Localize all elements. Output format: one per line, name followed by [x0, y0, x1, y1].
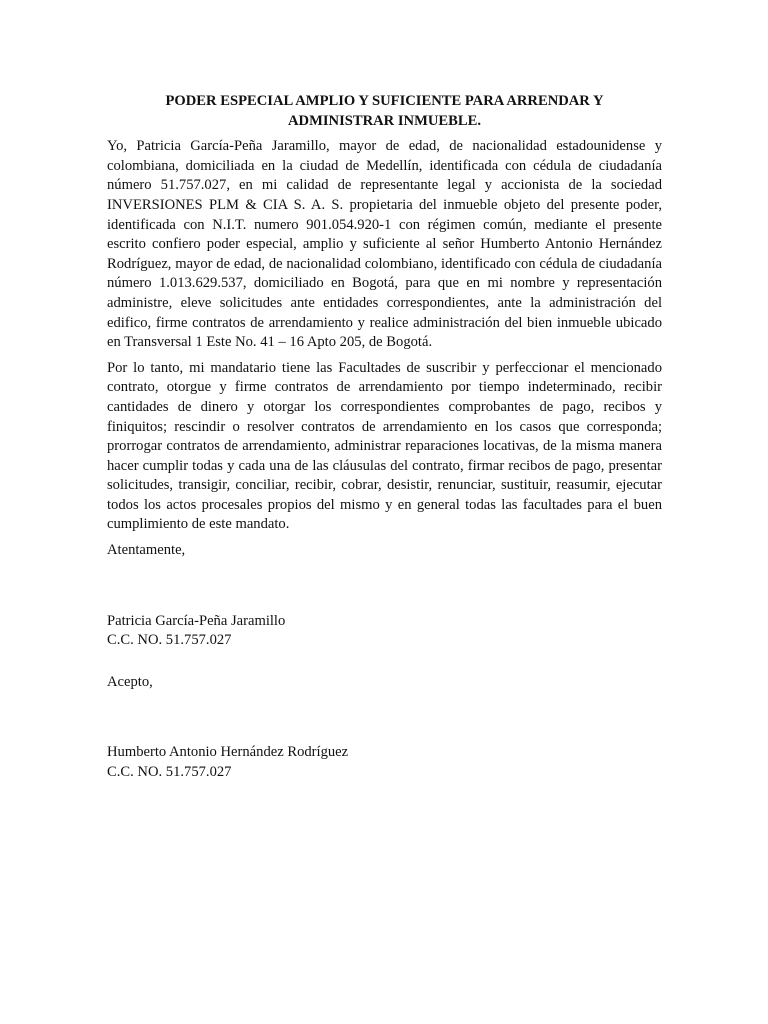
document-title: PODER ESPECIAL AMPLIO Y SUFICIENTE PARA ARRENDAR Y ADMINISTRAR INMUEBLE. [165, 93, 604, 129]
signer-id: C.C. NO. 51.757.027 [107, 632, 232, 649]
acceptor-block [107, 743, 662, 782]
closing-salutation: Atentamente, [107, 542, 186, 559]
paragraph-powers: Por lo tanto, mi mandatario tiene las Facultades de suscribir y perfeccionar el mencionado contrato, otorgue y firme contratos de arrendamiento por tiempo indeterminado, recibir cantidades de dinero y otorgar los correspondientes comprobantes de pago, recibos y finiquitos; rescindir o resolver contratos de arrendamiento en los casos que corresponda; prorrogar contratos de arrendamiento, administrar reparaciones locativas, de la misma manera hacer cumplir todas y cada una de las cláusulas del contrato, firmar recibos de pago, presentar solicitudes, transigir, conciliar, recibir, cobrar, desistir, renunciar, sustituir, reasumir, ejecutar todos los actos procesales propios del mismo y en general todas las facultades para el buen cumplimiento de este mandato. [107, 359, 662, 533]
acceptor-name: Humberto Antonio Hernández Rodríguez [107, 744, 349, 761]
signer-name: Patricia García-Peña Jaramillo [107, 612, 286, 629]
accept-label: Acepto, [107, 673, 153, 690]
document-body [107, 92, 662, 783]
paragraph-grant: Yo, Patricia García-Peña Jaramillo, mayor de edad, de nacionalidad estadounidense y colombiana, domiciliada en la ciudad de Medellín, identificada con cédula de ciudadanía número 51.757.027, en mi calidad de representante legal y accionista de la sociedad INVERSIONES PLM & CIA S. A. S. propietaria del inmueble objeto del presente poder, identificada con N.I.T. numero 901.054.920-1 con régimen común, mediante el presente escrito confiero poder especial, amplio y suficiente al señor Humberto Antonio Hernández Rodríguez, mayor de edad, de nacionalidad colombiano, identificado con cédula de ciudadanía número 1.013.629.537, domiciliado en Bogotá, para que en mi nombre y representación administre, eleve solicitudes ante entidades correspondientes, ante la administración del edifico, firme contratos de arrendamiento y realice administración del bien inmueble ubicado en Transversal 1 Este No. 41 – 16 Apto 205, de Bogotá. [107, 138, 662, 351]
acceptor-id: C.C. NO. 51.757.027 [107, 764, 232, 781]
signer-block [107, 612, 662, 651]
